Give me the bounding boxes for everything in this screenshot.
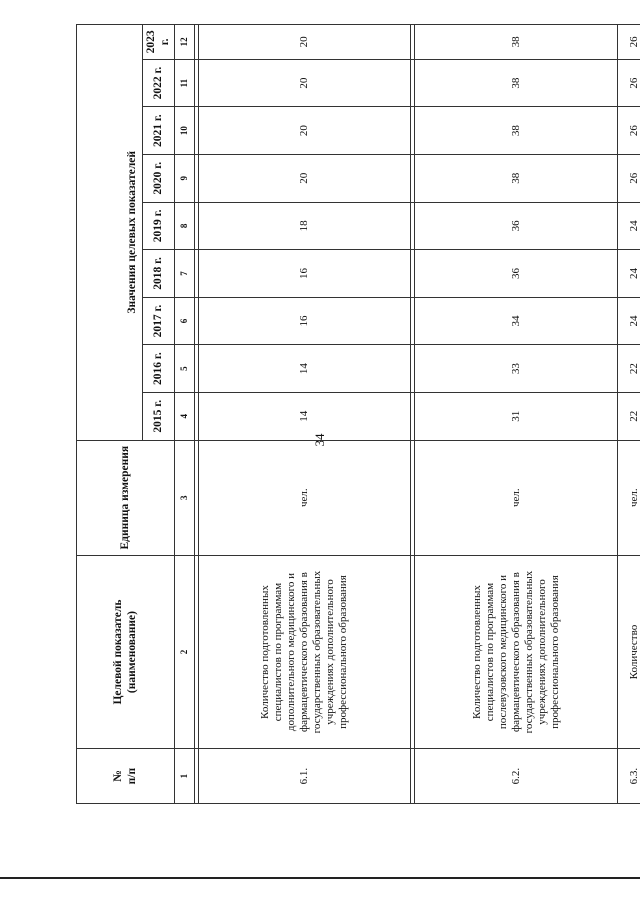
row-unit: чел. [618,440,640,555]
row-unit: чел. [415,440,618,555]
column-number: 1 [175,749,195,804]
row-value: 38 [415,25,618,60]
header-year: 2021 г. [143,107,175,155]
row-value: 18 [199,202,411,250]
column-number: 12 [175,25,195,60]
row-value: 20 [199,59,411,107]
indicators-table [76,24,640,804]
header-year: 2020 г. [143,154,175,202]
row-value: 38 [415,154,618,202]
row-value: 22 [618,345,640,393]
column-number: 9 [175,154,195,202]
header-year: 2016 г. [143,345,175,393]
header-num: № п/п [77,749,175,804]
row-value: 31 [415,392,618,440]
column-number: 5 [175,345,195,393]
column-number: 8 [175,202,195,250]
header-values-group: Значения целевых показателей [77,25,143,441]
row-value: 14 [199,392,411,440]
row-value: 36 [415,202,618,250]
column-number: 3 [175,440,195,555]
column-number: 7 [175,250,195,298]
row-value: 33 [415,345,618,393]
header-year: 2018 г. [143,250,175,298]
row-value: 34 [415,297,618,345]
column-number: 2 [175,555,195,748]
row-name: Количество [618,555,640,748]
row-value: 20 [199,25,411,60]
row-value: 20 [199,154,411,202]
row-value: 22 [618,392,640,440]
row-value: 38 [415,107,618,155]
column-number: 6 [175,297,195,345]
row-value: 24 [618,202,640,250]
row-value: 24 [618,250,640,298]
row-value: 20 [199,107,411,155]
column-number: 4 [175,392,195,440]
header-year: 2015 г. [143,392,175,440]
row-value: 26 [618,59,640,107]
row-value: 26 [618,154,640,202]
row-name: Количество подготовленных специалистов по программам дополнительного медицинского и фармацевтического образования в государственных образовательных учреждениях дополнительного профессионального образования [199,555,411,748]
column-number: 11 [175,59,195,107]
header-row [77,25,143,804]
header-year: 2017 г. [143,297,175,345]
row-value: 26 [618,107,640,155]
row-value: 16 [199,297,411,345]
row-code: 6.3. [618,749,640,804]
header-year: 2023 г. [143,25,175,60]
row-value: 26 [618,25,640,60]
row-value: 38 [415,59,618,107]
scan-edge-line [0,877,640,879]
table-row [618,25,640,804]
row-code: 6.2. [415,749,618,804]
row-value: 14 [199,345,411,393]
header-unit: Единица измерения [77,440,175,555]
table-row [415,25,618,804]
row-value: 24 [618,297,640,345]
row-name: Количество подготовленных специалистов по программам послевузовского медицинского и фармацевтического образования в государственных образовательных учреждениях дополнительного профессионального образования [415,555,618,748]
table-container [76,24,640,804]
page-number: 34 [312,433,327,447]
row-value: 36 [415,250,618,298]
column-number: 10 [175,107,195,155]
column-numbers-row [175,25,195,804]
row-unit: чел. [199,440,411,555]
header-year: 2019 г. [143,202,175,250]
header-indicator: Целевой показатель (наименование) [77,555,175,748]
table-row [199,25,411,804]
header-year: 2022 г. [143,59,175,107]
row-value: 16 [199,250,411,298]
row-code: 6.1. [199,749,411,804]
